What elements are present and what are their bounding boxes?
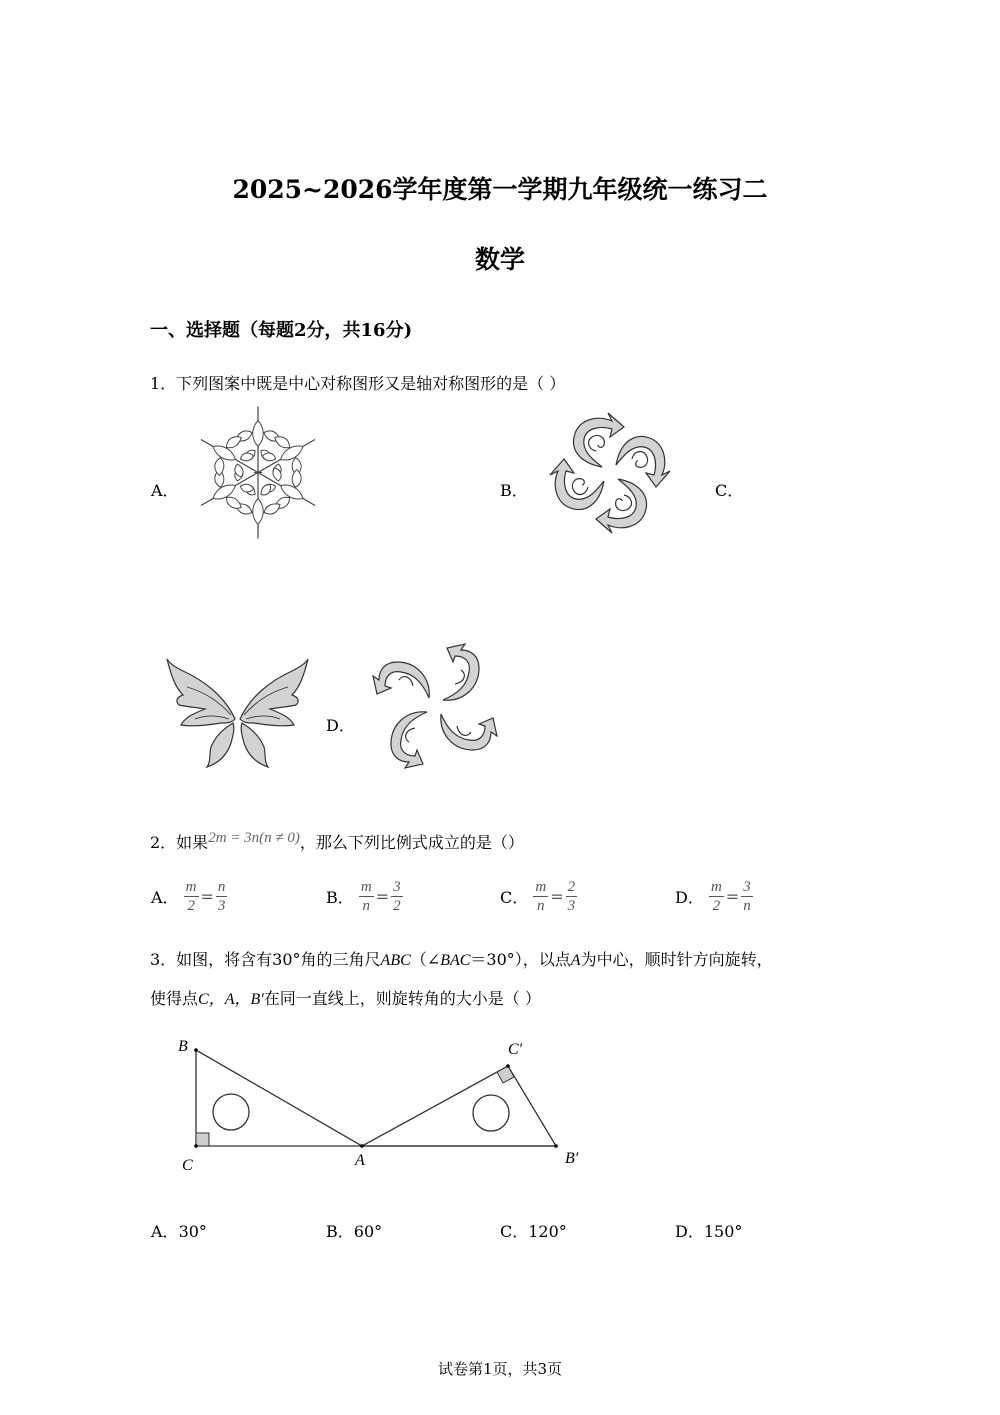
label-C-prime: C′ xyxy=(508,1041,523,1058)
fraction: $\frac{3}{n}$ xyxy=(743,879,751,914)
q2-suffix: ，那么下列比例式成立的是（） xyxy=(299,833,524,852)
q2-prefix: 2．如果 xyxy=(150,833,209,852)
fraction: $\frac{m}{2}$ xyxy=(710,879,722,914)
fraction: $\frac{n}{3}$ xyxy=(217,879,226,914)
section-heading: 一、选择题（每题2分，共16分) xyxy=(150,320,413,341)
fraction: $\frac{m}{n}$ xyxy=(535,879,547,914)
page-footer: 试卷第1页，共3页 xyxy=(437,1360,563,1378)
q1-stem: 1．下列图案中既是中心对称图形又是轴对称图形的是（ ） xyxy=(150,374,566,393)
q2-option-d-label: D． xyxy=(675,888,704,907)
q2-option-b: B． $\frac{m}{n}$ = $\frac{3}{2}$ xyxy=(326,879,401,914)
q2-option-b-label: B． xyxy=(326,888,354,907)
q2-option-a-label: A． xyxy=(151,888,179,907)
fraction: $\frac{m}{2}$ xyxy=(185,879,197,914)
butterfly-figure xyxy=(165,657,310,769)
q2-option-d: D． $\frac{m}{2}$ = $\frac{3}{n}$ xyxy=(675,879,751,914)
label-B-prime: B′ xyxy=(565,1150,579,1167)
q1-option-d-label: D． xyxy=(326,716,355,735)
triangle-rotation-figure xyxy=(170,1032,590,1182)
q3-option-c: C．120° xyxy=(500,1222,567,1241)
q2-option-c-label: C． xyxy=(500,888,529,907)
fraction: $\frac{m}{n}$ xyxy=(360,879,372,914)
q3-option-a: A．30° xyxy=(151,1222,207,1241)
swirl-square-figure xyxy=(543,406,677,540)
q2-stem xyxy=(150,830,524,853)
q1-option-c-label: C． xyxy=(715,481,744,500)
q3-line1: 3．如图，将含有30°角的三角尺ABC（∠BAC＝30°），以点A为中心，顺时针方向旋转， xyxy=(150,950,773,969)
fraction: $\frac{2}{3}$ xyxy=(567,879,576,914)
label-C: C xyxy=(182,1157,193,1174)
exam-title: 2025~2026学年度第一学期九年级统一练习二 xyxy=(232,175,768,204)
fraction: $\frac{3}{2}$ xyxy=(393,879,401,914)
q3-option-d: D．150° xyxy=(675,1222,743,1241)
q2-option-a: A． $\frac{m}{2}$ = $\frac{n}{3}$ xyxy=(151,879,226,914)
q2-option-c: C． $\frac{m}{n}$ = $\frac{2}{3}$ xyxy=(500,879,576,914)
q1-option-a-label: A． xyxy=(151,481,179,500)
subject-title: 数学 xyxy=(474,245,525,274)
q1-option-b-label: B． xyxy=(500,481,528,500)
pinwheel-figure xyxy=(370,641,500,771)
q3-line2: 使得点C，A，B′在同一直线上，则旋转角的大小是（ ） xyxy=(150,989,541,1008)
label-A: A xyxy=(355,1152,365,1169)
label-B: B xyxy=(178,1038,188,1055)
q3-option-b: B．60° xyxy=(326,1222,383,1241)
q2-condition: 2m = 3n(n ≠ 0) xyxy=(208,830,300,846)
snowflake-figure xyxy=(193,405,323,540)
